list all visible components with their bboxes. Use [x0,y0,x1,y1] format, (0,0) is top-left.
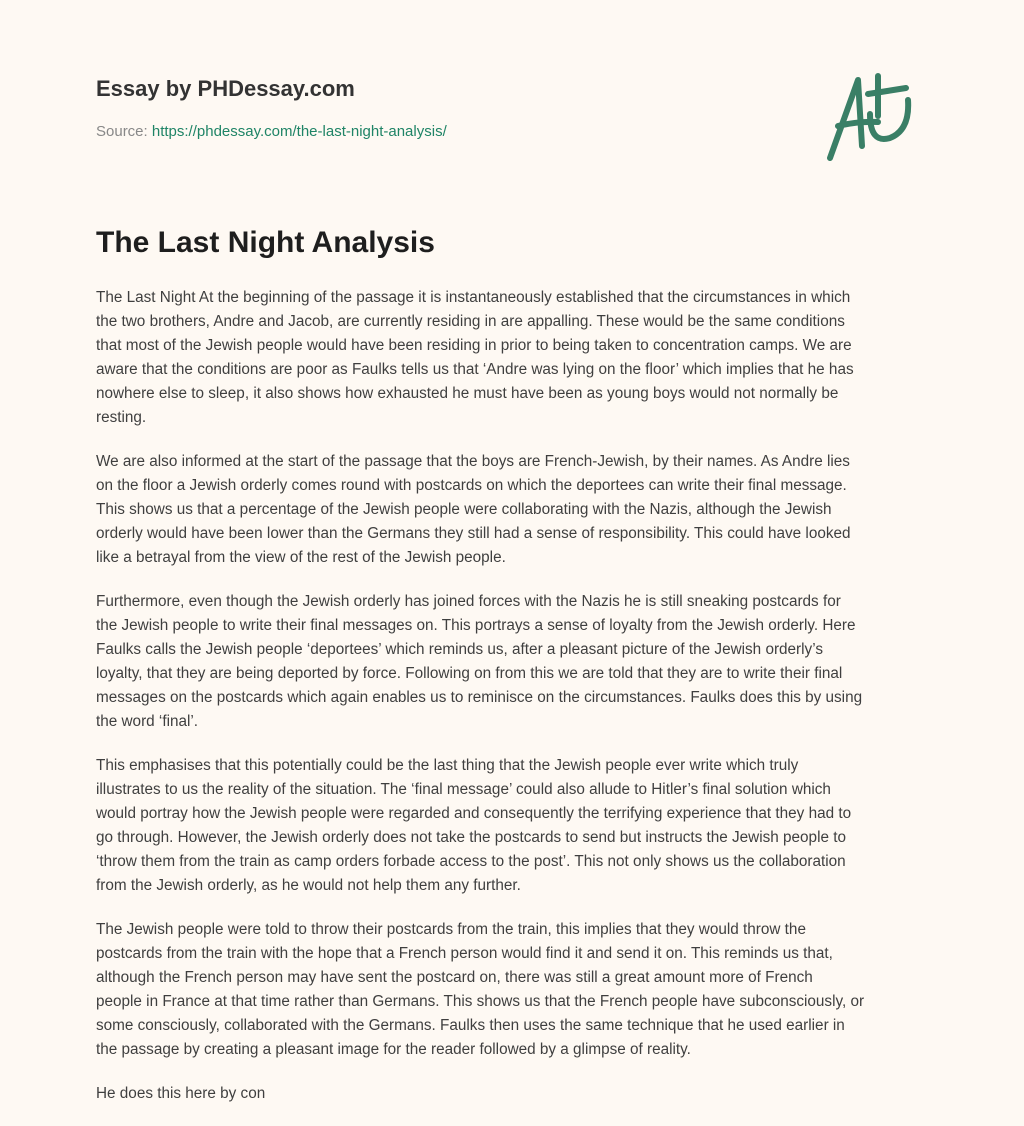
paragraph-line: resting. [96,409,147,426]
paragraph-line: loyalty, that they are being deported by force. Following on from this we are told that they are to write their final [96,665,843,682]
paragraph-line: the word ‘final’. [96,713,199,730]
site-brand: Essay by PHDessay.com [96,76,355,101]
essay-paragraph [96,286,936,430]
paragraph-line: illustrates to us the reality of the situation. The ‘final message’ could also allude to Hitler’s final solution which [96,781,831,798]
paragraph-line: We are also informed at the start of the passage that the boys are French-Jewish, by their names. As Andre lies [96,453,850,470]
paragraph-line: This shows us that a percentage of the Jewish people were collaborating with the Nazis, although the Jewish [96,501,832,518]
paragraph-line: the passage by creating a pleasant image for the reader followed by a glimpse of reality. [96,1041,691,1058]
paragraph-line: on the floor a Jewish orderly comes round with postcards on which the deportees can write their final message. [96,477,847,494]
essay-paragraph [96,590,936,734]
source-label: Source: [96,123,148,140]
essay-paragraph [96,754,936,898]
paragraph-line: like a betrayal from the view of the rest of the Jewish people. [96,549,506,566]
paragraph-line: orderly would have been lower than the Germans they still had a sense of responsibility. This could have looked [96,525,851,542]
essay-paragraph [96,450,936,570]
paragraph-line: go through. However, the Jewish orderly does not take the postcards to send but instructs the Jewish people to [96,829,846,846]
paragraph-line: some consciously, collaborated with the Germans. Faulks then uses the same technique that he used earlier in [96,1017,845,1034]
paragraph-line: the two brothers, Andre and Jacob, are currently residing in are appalling. These would be the same conditions [96,313,845,330]
essay-paragraph [96,1082,936,1106]
paragraph-line: the Jewish people to write their final messages on. This portrays a sense of loyalty from the Jewish orderly. Here [96,617,856,634]
paragraph-line: people in France at that time rather than Germans. This shows us that the French people have subconsciously, or [96,993,865,1010]
paragraph-line: aware that the conditions are poor as Faulks tells us that ‘Andre was lying on the floor’ which implies that he has [96,361,854,378]
paragraph-line: He does this here by con [96,1085,266,1102]
a-plus-logo [818,66,928,166]
paragraph-line: Furthermore, even though the Jewish orderly has joined forces with the Nazis he is still sneaking postcards for [96,593,841,610]
source-link[interactable]: https://phdessay.com/the-last-night-analysis/ [151,123,447,140]
paragraph-line: from the Jewish orderly, as he would not help them any further. [96,877,521,894]
paragraph-line: ‘throw them from the train as camp orders forbade access to the post’. This not only shows us the collaboration [96,853,846,870]
paragraph-line: messages on the postcards which again enables us to reminisce on the circumstances. Faulks does this by using [96,689,863,706]
source-line [96,123,447,140]
page-title: The Last Night Analysis [96,226,435,259]
paragraph-line: Faulks calls the Jewish people ‘deportees’ which reminds us, after a pleasant picture of the Jewish orderly’s [96,641,823,658]
paragraph-line: nowhere else to sleep, it also shows how exhausted he must have been as young boys would not normally be [96,385,839,402]
paragraph-line: that most of the Jewish people would have been residing in prior to being taken to concentration camps. We are [96,337,852,354]
paragraph-line: postcards from the train with the hope that a French person would find it and send it on. This reminds us that, [96,945,833,962]
paragraph-line: although the French person may have sent the postcard on, there was still a great amount more of French [96,969,813,986]
essay-body [96,286,936,1126]
paragraph-line: This emphasises that this potentially could be the last thing that the Jewish people ever write which truly [96,757,799,774]
paragraph-line: The Last Night At the beginning of the passage it is instantaneously established that the circumstances in which [96,289,851,306]
paragraph-line: The Jewish people were told to throw their postcards from the train, this implies that they would throw the [96,921,806,938]
paragraph-line: would portray how the Jewish people were regarded and consequently the terrifying experience that they had to [96,805,852,822]
essay-paragraph [96,918,936,1062]
